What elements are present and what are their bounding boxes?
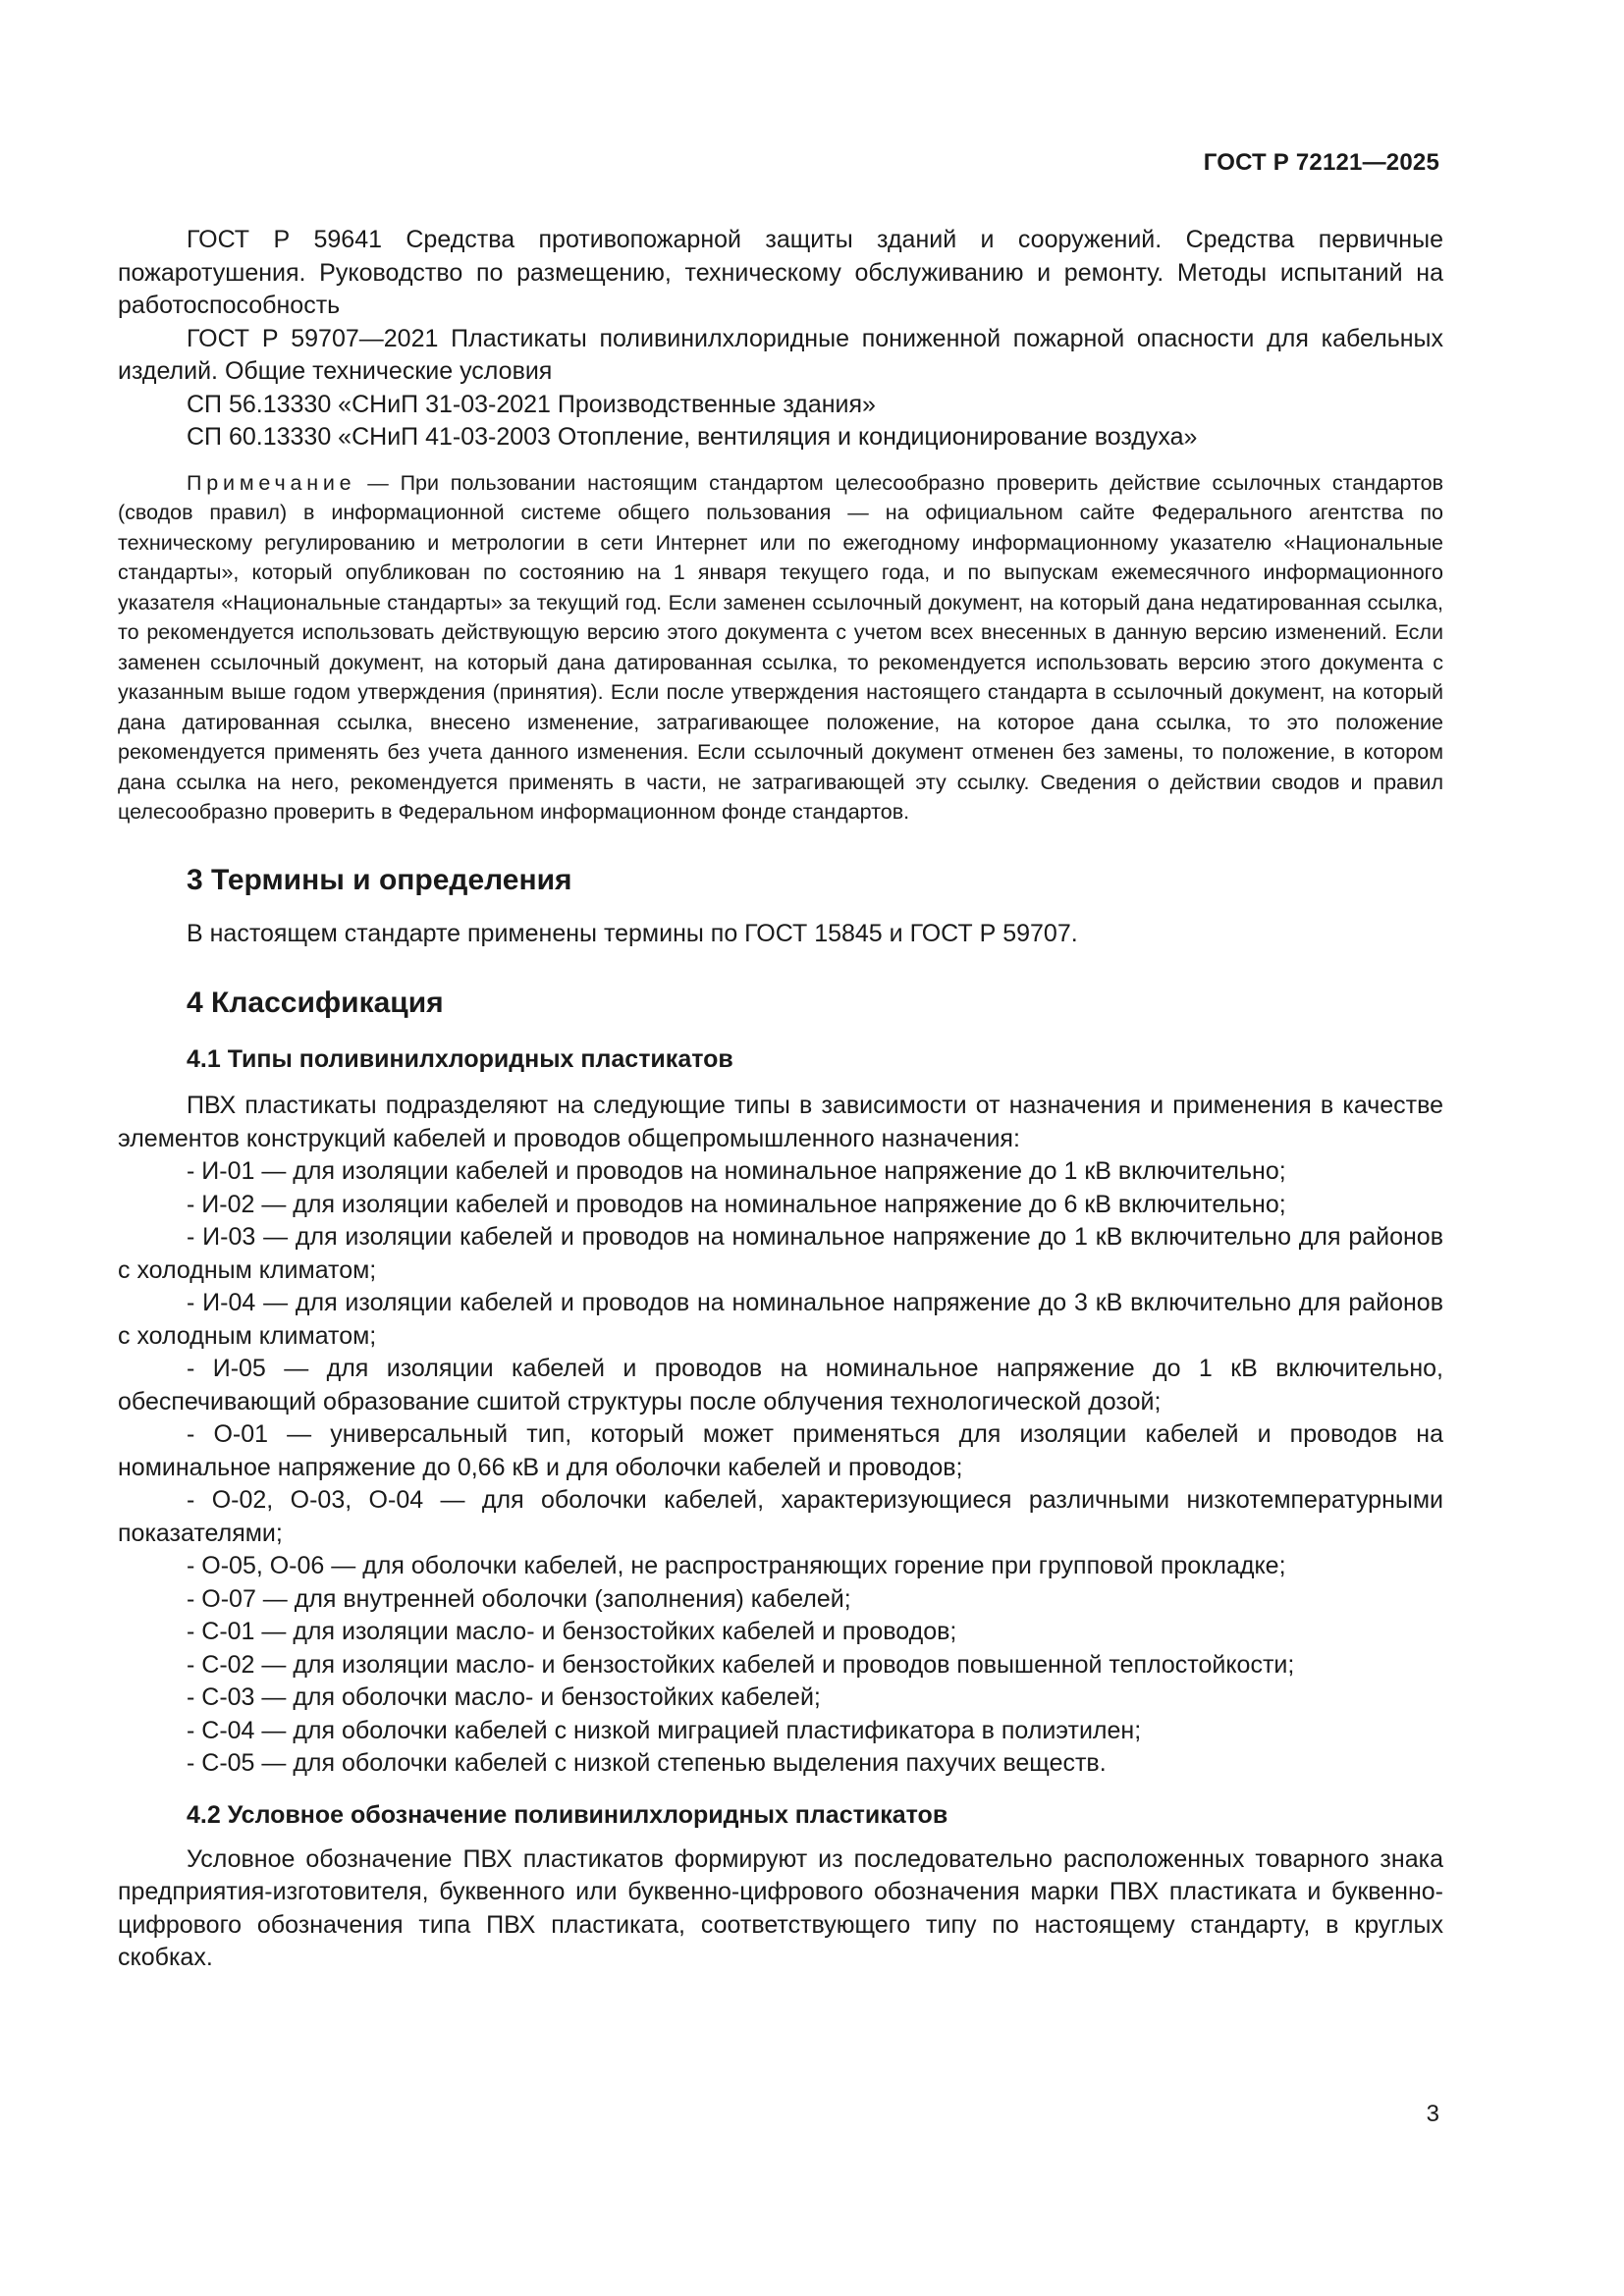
references-note [118, 468, 1443, 828]
list-item: - С-05 — для оболочки кабелей с низкой степенью выделения пахучих веществ. [187, 1749, 1107, 1777]
subsection-4-1-heading: 4.1 Типы поливинилхлоридных пластикатов [187, 1045, 733, 1073]
list-item: - И-03 — для изоляции кабелей и проводов на номинальное напряжение до 1 кВ включительно для районов с холодным климатом; [118, 1223, 1443, 1284]
plastic-types-list [118, 1155, 1443, 1781]
list-item: - С-04 — для оболочки кабелей с низкой миграцией пластификатора в полиэтилен; [187, 1716, 1142, 1744]
note-label: Примечание [187, 470, 356, 495]
list-item: - О-07 — для внутренней оболочки (заполнения) кабелей; [187, 1584, 851, 1613]
list-item: - С-03 — для оболочки масло- и бензостойких кабелей; [187, 1683, 821, 1711]
section-3-text: В настоящем стандарте применены термины по ГОСТ 15845 и ГОСТ Р 59707. [187, 919, 1078, 947]
list-item: - О-01 — универсальный тип, который может применяться для изоляции кабелей и проводов на номинальное напряжение до 0,66 кВ и для оболочки кабелей и проводов; [118, 1420, 1443, 1481]
subsection-4-2-text: Условное обозначение ПВХ пластикатов формируют из последовательно расположенных товарного знака предприятия-изготовителя, буквенного или буквенно-цифрового обозначения марки ПВХ пластиката и буквенно-цифрового обозначения типа ПВХ пластиката, соответствующего типу по настоящему стандарту, в круглых скобках. [118, 1844, 1443, 1971]
list-item: - С-02 — для изоляции масло- и бензостойких кабелей и проводов повышенной теплостойкости; [187, 1650, 1295, 1679]
list-item: - О-02, О-03, О-04 — для оболочки кабелей, характеризующиеся различными низкотемпературными показателями; [118, 1486, 1443, 1547]
page-content [118, 224, 1443, 1975]
standard-code-header: ГОСТ Р 72121—2025 [1203, 149, 1439, 176]
reference-item: ГОСТ Р 59707—2021 Пластикаты поливинилхлоридные пониженной пожарной опасности для кабельных изделий. Общие технические условия [118, 324, 1443, 385]
normative-references-list [118, 224, 1443, 454]
section-4-heading: 4 Классификация [187, 987, 444, 1019]
subsection-4-2-heading: 4.2 Условное обозначение поливинилхлоридных пластикатов [187, 1800, 948, 1829]
list-item: - И-04 — для изоляции кабелей и проводов на номинальное напряжение до 3 кВ включительно для районов с холодным климатом; [118, 1289, 1443, 1350]
list-item: - И-02 — для изоляции кабелей и проводов на номинальное напряжение до 6 кВ включительно; [187, 1190, 1286, 1218]
page-number: 3 [1426, 2101, 1439, 2127]
section-3-heading: 3 Термины и определения [187, 863, 572, 896]
subsection-4-1-intro: ПВХ пластикаты подразделяют на следующие типы в зависимости от назначения и применения в качестве элементов конструкций кабелей и проводов общепромышленного назначения: [118, 1092, 1443, 1152]
list-item: - С-01 — для изоляции масло- и бензостойких кабелей и проводов; [187, 1618, 957, 1645]
note-text: — При пользовании настоящим стандартом целесообразно проверить действие ссылочных стандартов (сводов правил) в информационной системе общего пользования — на официальном сайте Федерального агентства по техническому регулированию и метрологии в сети Интернет или по ежегодному информационному указателю «Национальные стандарты», который опубликован по состоянию на 1 января текущего года, и по выпускам ежемесячного информационного указателя «Национальные стандарты» за текущий год. Если заменен ссылочный документ, на который дана недатированная ссылка, то рекомендуется использовать действующую версию этого документа с учетом всех внесенных в данную версию изменений. Если заменен ссылочный документ, на который дана датированная ссылка, то рекомендуется использовать версию этого документа с указанным выше годом утверждения (принятия). Если после утверждения настоящего стандарта в ссылочный документ, на который дана датированная ссылка, внесено изменение, затрагивающее положение, на которое дана ссылка, то это положение рекомендуется применять без учета данного изменения. Если ссылочный документ отменен без замены, то положение, в котором дана ссылка на него, рекомендуется применять в части, не затрагивающей эту ссылку. Сведения о действии сводов и правил целесообразно проверить в Федеральном информационном фонде стандартов. [118, 470, 1443, 824]
list-item: - О-05, О-06 — для оболочки кабелей, не распространяющих горение при групповой прокладке; [187, 1552, 1286, 1579]
reference-item: ГОСТ Р 59641 Средства противопожарной защиты зданий и сооружений. Средства первичные пожаротушения. Руководство по размещению, техническому обслуживанию и ремонту. Методы испытаний на работоспособность [118, 226, 1443, 319]
reference-item: СП 56.13330 «СНиП 31-03-2021 Производственные здания» [187, 390, 876, 418]
list-item: - И-05 — для изоляции кабелей и проводов на номинальное напряжение до 1 кВ включительно, обеспечивающий образование сшитой структуры после облучения технологической дозой; [118, 1355, 1443, 1415]
reference-item: СП 60.13330 «СНиП 41-03-2003 Отопление, вентиляция и кондиционирование воздуха» [187, 423, 1198, 451]
list-item: - И-01 — для изоляции кабелей и проводов на номинальное напряжение до 1 кВ включительно; [187, 1157, 1286, 1185]
